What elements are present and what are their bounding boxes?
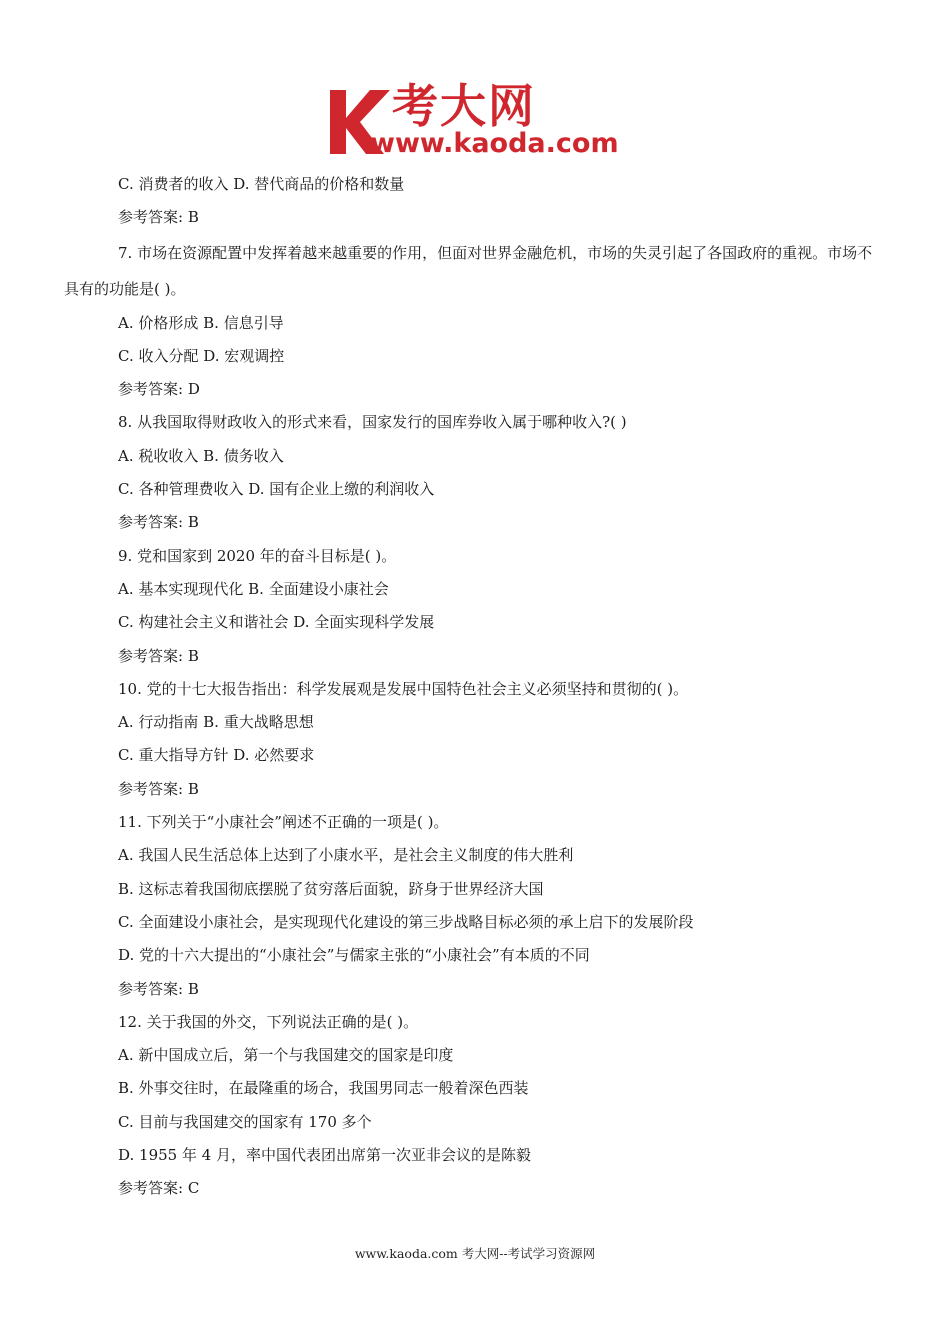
answer-line: 参考答案: B xyxy=(118,979,199,998)
question-line: 9. 党和国家到 2020 年的奋斗目标是( )。 xyxy=(118,546,397,565)
option-line: C. 各种管理费收入 D. 国有企业上缴的利润收入 xyxy=(118,480,435,499)
option-line: A. 基本实现现代化 B. 全面建设小康社会 xyxy=(118,579,389,598)
question-line: 10. 党的十七大报告指出：科学发展观是发展中国特色社会主义必须坚持和贯彻的( )。 xyxy=(118,679,689,698)
option-line: C. 重大指导方针 D. 必然要求 xyxy=(118,746,315,765)
answer-line: 参考答案: D xyxy=(118,380,200,399)
logo-url: www.kaoda.com xyxy=(370,128,619,159)
option-line: C. 构建社会主义和谐社会 D. 全面实现科学发展 xyxy=(118,613,435,632)
question-line: 7. 市场在资源配置中发挥着越来越重要的作用，但面对世界金融危机，市场的失灵引起了各国政府的重视。市场不具有的功能是( )。 xyxy=(64,243,873,298)
question-line: 8. 从我国取得财政收入的形式来看，国家发行的国库券收入属于哪种收入?( ) xyxy=(118,413,627,432)
page-footer: www.kaoda.com 考大网--考试学习资源网 xyxy=(354,1246,596,1261)
document-body xyxy=(64,168,886,1206)
answer-line: 参考答案: B xyxy=(118,646,199,665)
option-line: A. 我国人民生活总体上达到了小康水平，是社会主义制度的伟大胜利 xyxy=(118,846,574,865)
question-line: 11. 下列关于“小康社会”阐述不正确的一项是( )。 xyxy=(118,813,449,832)
option-line: B. 这标志着我国彻底摆脱了贫穷落后面貌，跻身于世界经济大国 xyxy=(118,879,544,898)
option-line: C. 全面建设小康社会，是实现现代化建设的第三步战略目标必须的承上启下的发展阶段 xyxy=(118,912,694,931)
option-line: C. 收入分配 D. 宏观调控 xyxy=(118,346,285,365)
option-line: D. 1955 年 4 月，率中国代表团出席第一次亚非会议的是陈毅 xyxy=(118,1146,532,1165)
option-line: B. 外事交往时，在最隆重的场合，我国男同志一般着深色西装 xyxy=(118,1079,529,1098)
option-line: A. 行动指南 B. 重大战略思想 xyxy=(118,713,314,732)
option-line: C. 目前与我国建交的国家有 170 多个 xyxy=(118,1112,372,1131)
option-line: A. 新中国成立后，第一个与我国建交的国家是印度 xyxy=(118,1046,454,1065)
kaoda-logo xyxy=(326,78,646,162)
question-line: 12. 关于我国的外交，下列说法正确的是( )。 xyxy=(118,1012,419,1031)
answer-line: 参考答案: B xyxy=(118,513,199,532)
option-line: A. 税收收入 B. 债务收入 xyxy=(118,446,284,465)
logo-brand: 考大网 xyxy=(392,79,536,133)
option-line: D. 党的十六大提出的“小康社会”与儒家主张的“小康社会”有本质的不同 xyxy=(118,946,590,965)
answer-line: 参考答案: C xyxy=(118,1179,200,1198)
option-line: C. 消费者的收入 D. 替代商品的价格和数量 xyxy=(118,175,405,193)
option-line: A. 价格形成 B. 信息引导 xyxy=(118,313,284,332)
answer-line: 参考答案: B xyxy=(118,208,199,227)
answer-line: 参考答案: B xyxy=(118,779,199,798)
